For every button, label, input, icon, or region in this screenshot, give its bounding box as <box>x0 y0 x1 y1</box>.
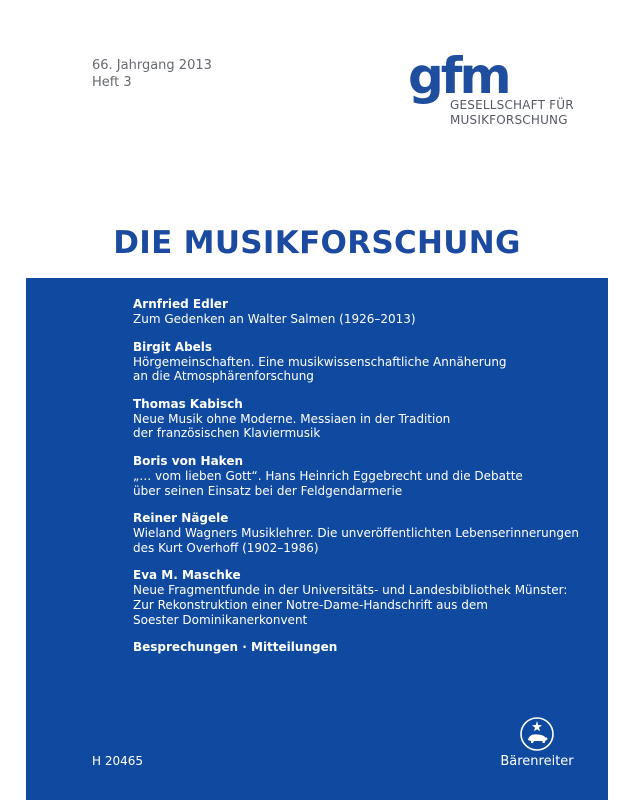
entry-title-line: Wieland Wagners Musiklehrer. Die unveröffentlichten Lebenserinnerungen <box>133 526 579 541</box>
entry-title-line: an die Atmosphärenforschung <box>133 369 314 384</box>
entry-author: Birgit Abels <box>133 339 213 354</box>
bear-emblem-icon <box>519 716 555 752</box>
issue-info <box>92 57 212 91</box>
toc-entry <box>133 511 603 555</box>
entry-title-line: über seinen Einsatz bei der Feldgendarmerie <box>133 483 403 498</box>
entry-title-line: Neue Fragmentfunde in der Universitäts- und Landesbibliothek Münster: <box>133 583 568 598</box>
entry-title-line: Neue Musik ohne Moderne. Messiaen in der Tradition <box>133 411 451 426</box>
entry-author: Eva M. Maschke <box>133 568 241 583</box>
volume-line: 66. Jahrgang 2013 <box>92 58 212 73</box>
logo-mark: gfm <box>408 47 509 105</box>
toc-entry <box>133 397 603 441</box>
entry-title-line: Zur Rekonstruktion einer Notre-Dame-Handschrift aus dem <box>133 597 488 612</box>
publisher-name: Bärenreiter <box>500 754 574 769</box>
sections-line: Besprechungen · Mitteilungen <box>133 640 338 655</box>
toc-entry <box>133 454 603 498</box>
entry-title-line: Zum Gedenken an Walter Salmen (1926–2013) <box>133 312 416 326</box>
toc-entry <box>133 297 603 327</box>
publisher-logo <box>492 716 582 769</box>
toc-entry <box>133 568 603 627</box>
gfm-logo <box>408 47 588 132</box>
product-code: H 20465 <box>92 754 144 768</box>
issue-line: Heft 3 <box>92 75 132 90</box>
entry-title-line: Soester Dominikanerkonvent <box>133 612 308 627</box>
contents-panel <box>26 278 608 800</box>
entry-author: Reiner Nägele <box>133 511 229 526</box>
entry-author: Boris von Haken <box>133 453 244 468</box>
logo-line-1: GESELLSCHAFT FÜR <box>450 98 574 112</box>
toc-entry <box>133 340 603 384</box>
journal-title: DIE MUSIKFORSCHUNG <box>113 225 521 261</box>
logo-line-2: MUSIKFORSCHUNG <box>450 113 568 127</box>
logo-text <box>450 98 574 128</box>
entry-author: Thomas Kabisch <box>133 396 243 411</box>
table-of-contents <box>133 297 603 655</box>
entry-title-line: des Kurt Overhoff (1902–1986) <box>133 540 319 555</box>
entry-title-line: der französischen Klaviermusik <box>133 426 321 441</box>
entry-title-line: „… vom lieben Gott“. Hans Heinrich Eggebrecht und die Debatte <box>133 468 523 483</box>
entry-title-line: Hörgemeinschaften. Eine musikwissenschaftliche Annäherung <box>133 354 507 369</box>
entry-author: Arnfried Edler <box>133 297 228 311</box>
